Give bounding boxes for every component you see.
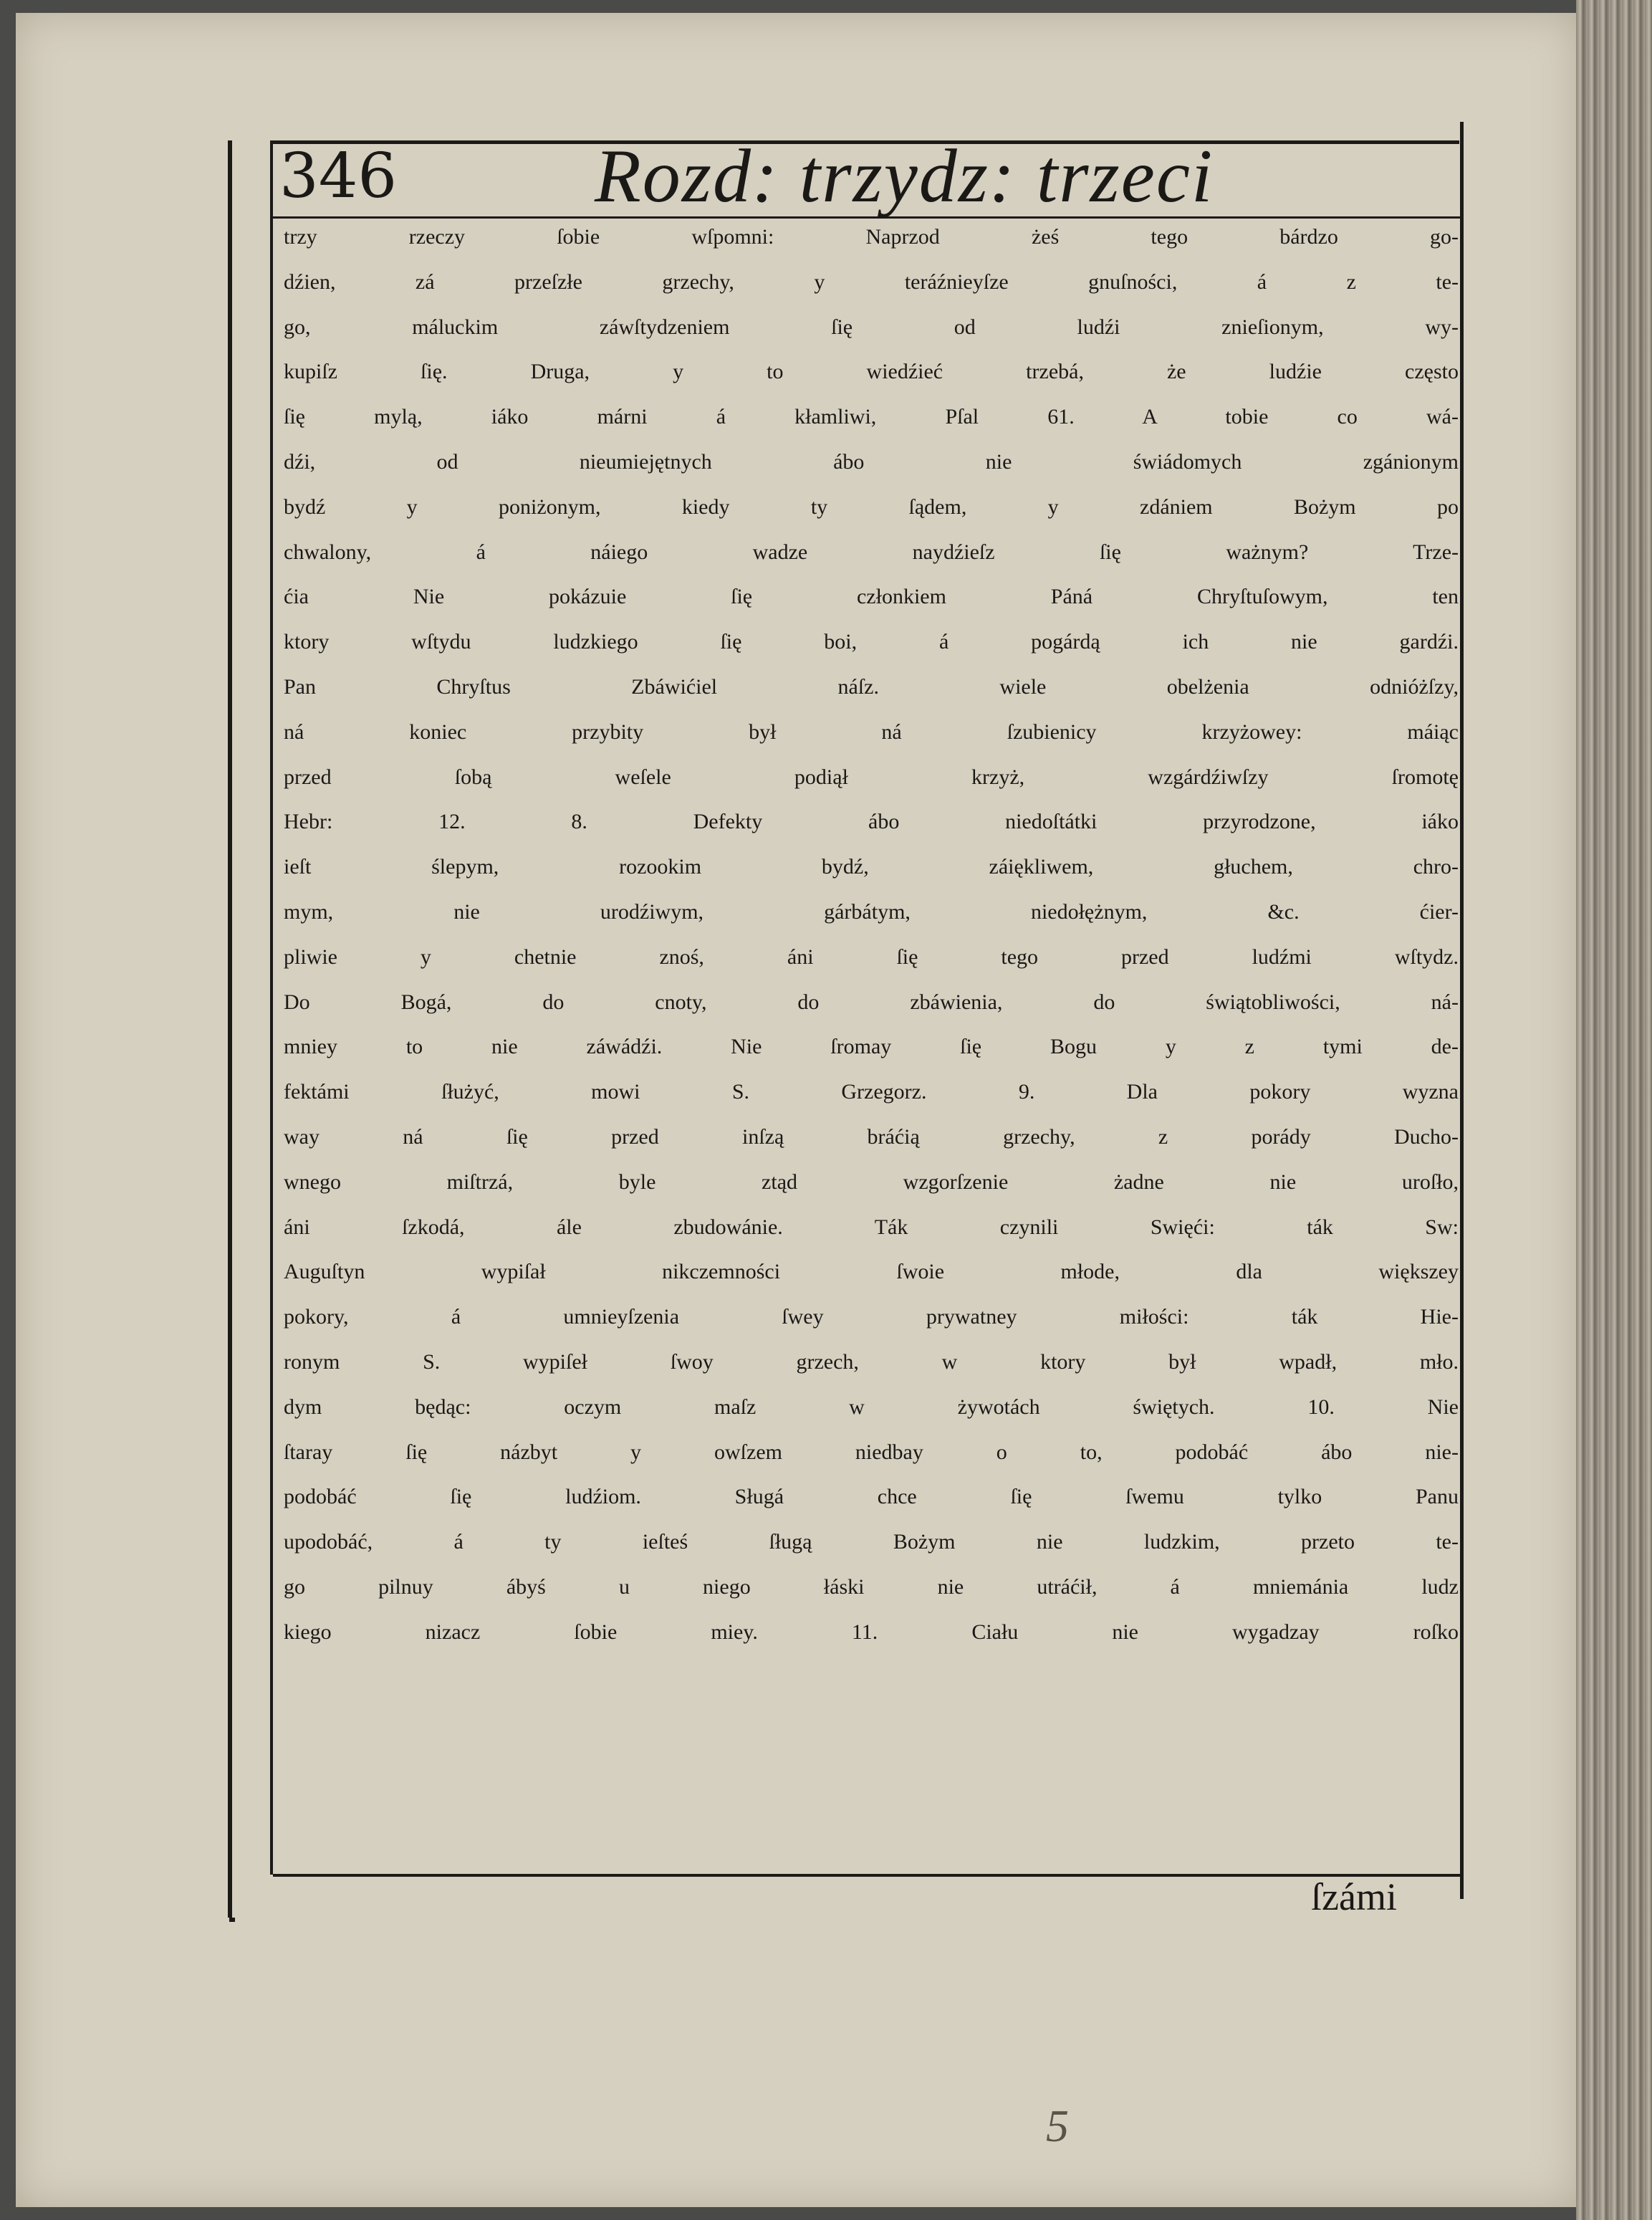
text-line: ieſt ślepym, rozookim bydź, záiękliwem, głuchem, chro- <box>284 855 1459 879</box>
text-line: dźi, od nieumiejętnych ábo nie świádomych zgánionym <box>284 449 1459 474</box>
text-line: bydź y poniżonym, kiedy ty ſądem, y zdániem Bożym po <box>284 494 1459 519</box>
text-line: mniey to nie záwádźi. Nie ſromay ſię Bogu y z tymi de- <box>284 1035 1459 1059</box>
page-edges <box>1576 0 1652 2220</box>
text-line: ćia Nie pokázuie ſię członkiem Páná Chryſtuſowym, ten <box>284 585 1459 609</box>
text-line: ná koniec przybity był ná ſzubienicy krzyżowey: máiąc <box>284 719 1459 744</box>
frame-bottom-rule <box>273 1874 1462 1877</box>
text-line: pliwie y chetnie znoś, áni ſię tego przed ludźmi wſtydz. <box>284 944 1459 969</box>
text-line: fektámi ſłużyć, mowi S. Grzegorz. 9. Dla pokory wyzna <box>284 1080 1459 1104</box>
text-line: podobáć ſię ludźiom. Sługá chce ſię ſwemu tylko Panu <box>284 1485 1459 1509</box>
text-line: áni ſzkodá, ále zbudowánie. Ták czynili Swięći: ták Sw: <box>284 1215 1459 1239</box>
text-line: kupiſz ſię. Druga, y to wiedźieć trzebá, że ludźie często <box>284 360 1459 384</box>
text-line: Hebr: 12. 8. Defekty ábo niedoſtátki przyrodzone, iáko <box>284 810 1459 834</box>
body-text <box>284 215 1459 1655</box>
text-line: dźien, zá przeſzłe grzechy, y teráźnieyſze gnuſności, á z te- <box>284 269 1459 294</box>
text-line: mym, nie urodźiwym, gárbátym, niedołężnym, &c. ćier- <box>284 899 1459 924</box>
text-line: chwalony, á náiego wadze naydźieſz ſię ważnym? Trze- <box>284 540 1459 564</box>
running-head: Rozd: trzydz: trzeci <box>595 134 1214 218</box>
text-line: way ná ſię przed inſzą bráćią grzechy, z porády Ducho- <box>284 1124 1459 1149</box>
text-line: ktory wſtydu ludzkiego ſię boi, á pogárdą ich nie gardźi. <box>284 630 1459 654</box>
text-line: ſtaray ſię názbyt y owſzem niedbay o to, podobáć ábo nie- <box>284 1440 1459 1464</box>
text-line: ſię mylą, iáko márni á kłamliwi, Pſal 61. A tobie co wá- <box>284 405 1459 429</box>
text-line: kiego nizacz ſobie miey. 11. Ciału nie wygadzay roſko <box>284 1619 1459 1644</box>
frame-right-rule <box>1460 122 1464 1899</box>
text-line: dym będąc: oczym maſz w żywotách świętych. 10. Nie <box>284 1394 1459 1419</box>
text-line: przed ſobą weſele podiął krzyż, wzgárdźiwſzy ſromotę <box>284 765 1459 789</box>
text-line: ronym S. wypiſeł ſwoy grzech, w ktory był wpadł, mło. <box>284 1349 1459 1374</box>
text-line: go, máluckim záwſtydzeniem ſię od ludźi znieſionym, wy- <box>284 315 1459 339</box>
text-line: Pan Chryſtus Zbáwićiel náſz. wiele obelżenia odnióżſzy, <box>284 674 1459 699</box>
text-line: upodobáć, á ty ieſteś ſługą Bożym nie ludzkim, przeto te- <box>284 1530 1459 1554</box>
frame-corner-mark <box>229 1918 235 1922</box>
text-line: pokory, á umnieyſzenia ſwey prywatney miłości: ták Hie- <box>284 1305 1459 1329</box>
signature-mark: 5 <box>1046 2100 1069 2151</box>
text-line: Do Bogá, do cnoty, do zbáwienia, do świątobliwości, ná- <box>284 990 1459 1014</box>
page-number: 346 <box>279 140 398 212</box>
frame-outer-left-rule <box>228 140 232 1918</box>
catchword: ſzámi <box>1311 1875 1397 1918</box>
text-line: Auguſtyn wypiſał nikczemności ſwoie młode, dla większey <box>284 1260 1459 1284</box>
text-line: go pilnuy ábyś u niego łáski nie utráćił, á mniemánia ludz <box>284 1574 1459 1599</box>
frame-inner-left-rule <box>270 140 273 1875</box>
text-line: trzy rzeczy ſobie wſpomni: Naprzod żeś tego bárdzo go- <box>284 225 1459 249</box>
text-line: wnego miſtrzá, byle ztąd wzgorſzenie żadne nie uroſło, <box>284 1169 1459 1194</box>
